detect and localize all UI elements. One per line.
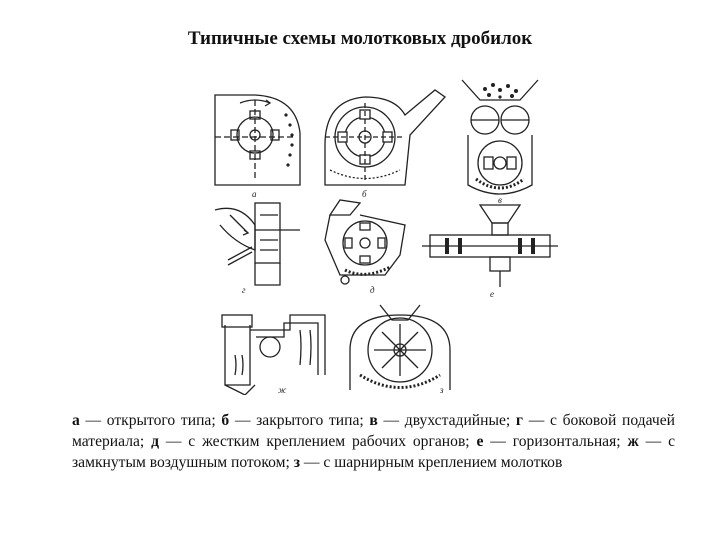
caption-item-d: д — с жестким креплением рабочих органов;	[151, 433, 477, 450]
figure-caption	[72, 410, 675, 473]
caption-item-b: б — закрытого типа;	[221, 412, 370, 429]
caption-item-v: в — двухстадийные;	[369, 412, 516, 429]
scheme-e-horizontal	[422, 205, 558, 299]
caption-item-z: з — с шарнирным креплением молотков	[293, 454, 563, 471]
panel-label-a: а	[252, 189, 257, 199]
caption-item-a: а — открытого типа;	[72, 412, 222, 429]
panel-label-z: з	[440, 385, 444, 395]
caption-item-g: г — с боковой подачей материала;	[72, 412, 676, 450]
page-title: Типичные схемы молотковых дробилок	[187, 28, 533, 49]
scheme-d-rigid-mounting	[325, 200, 405, 295]
panel-label-b: б	[362, 189, 367, 199]
panel-label-v: в	[498, 195, 502, 205]
panel-label-g: г	[242, 285, 246, 295]
hammer-crusher-schemes-figure	[200, 75, 560, 395]
panel-label-d: д	[370, 285, 375, 295]
caption-item-e: е — горизонтальная;	[476, 433, 628, 450]
scheme-b-closed-type	[325, 90, 445, 199]
scheme-z-hinged-hammers	[350, 305, 450, 395]
panel-label-e: е	[490, 289, 494, 299]
scheme-v-two-stage	[462, 80, 538, 205]
panel-label-zh: ж	[278, 385, 287, 395]
scheme-a-open-type	[215, 95, 300, 199]
scheme-g-side-feed	[215, 203, 300, 295]
caption-item-zh: ж — с замкнутым воздушным потоком;	[72, 433, 676, 471]
scheme-zh-closed-air-flow	[222, 315, 325, 395]
